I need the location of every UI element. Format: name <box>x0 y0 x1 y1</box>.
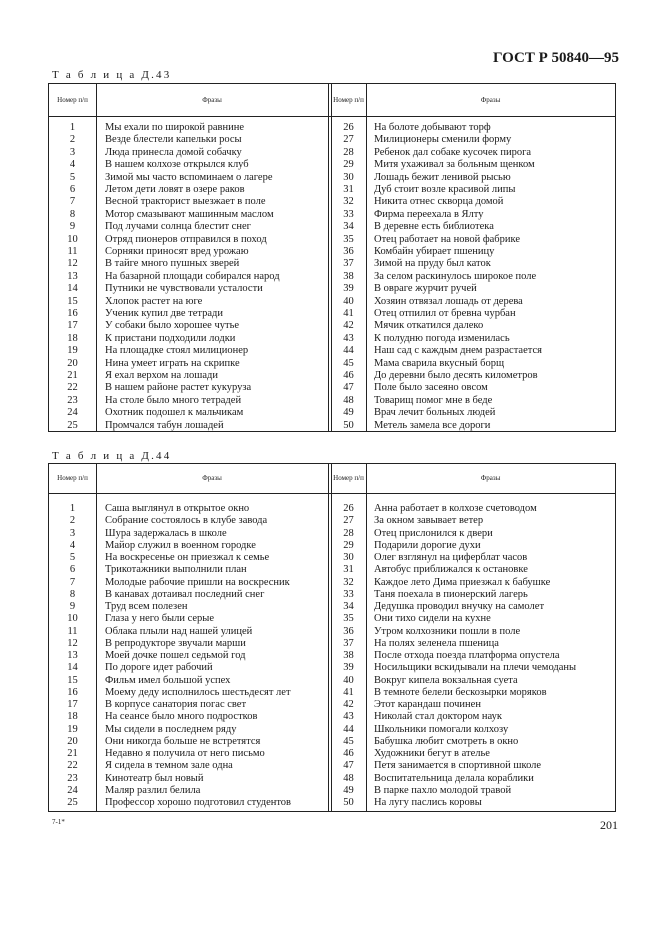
row-number: 28 <box>343 146 354 158</box>
row-number: 21 <box>67 370 78 381</box>
row-phrase: Бабушка любит смотреть в окно <box>374 735 519 747</box>
row-number: 26 <box>343 122 354 133</box>
row-phrase: Нина умеет играть на скрипке <box>105 357 240 369</box>
row-number: 18 <box>67 711 78 723</box>
row-phrase: В нашем районе растет кукуруза <box>105 382 252 394</box>
row-phrase: Отец работает на новой фабрике <box>374 233 521 245</box>
row-phrase: Кинотеатр был новый <box>105 772 204 784</box>
row-phrase: Трикотажники выполнили план <box>105 564 247 576</box>
row-number: 36 <box>343 625 354 637</box>
row-phrase: Комбайн убирает пшеницу <box>374 246 495 257</box>
row-phrase: Я сидела в темном зале одна <box>105 760 233 772</box>
row-number: 8 <box>69 588 76 600</box>
row-phrase: К пристани подходили лодки <box>105 332 236 344</box>
row-number: 39 <box>343 283 354 295</box>
header-number: Номер п/п <box>57 95 88 104</box>
row-number: 3 <box>69 146 76 158</box>
row-phrase: Хлопок растет на юге <box>105 295 203 307</box>
row-number: 36 <box>343 246 354 257</box>
row-number: 28 <box>343 527 354 539</box>
row-number: 1 <box>69 503 76 514</box>
header-phrases: Фразы <box>202 474 222 482</box>
row-number: 13 <box>67 650 78 661</box>
row-phrase: Мы ехали по широкой равнине <box>105 122 245 133</box>
row-number: 24 <box>67 784 78 796</box>
row-phrase: Ученик купил две тетради <box>105 308 224 319</box>
row-number: 47 <box>343 760 354 772</box>
row-phrase: По дороге идет рабочий <box>105 662 213 674</box>
row-phrase: Труд всем полезен <box>105 601 188 612</box>
row-phrase: Подарили дорогие духи <box>374 539 481 551</box>
row-phrase: Они никогда больше не встретятся <box>105 735 261 747</box>
column-divider <box>328 84 329 431</box>
row-number: 33 <box>343 208 354 220</box>
row-phrase: В корпусе санатория погас свет <box>105 699 247 710</box>
row-number: 37 <box>343 637 354 649</box>
table-caption-d44: Т а б л и ц а Д.44 <box>52 450 172 462</box>
row-phrase: Недавно я получила от него письмо <box>105 748 265 759</box>
row-phrase: В канавах дотаивал последний снег <box>105 588 265 600</box>
row-phrase: В репродукторе звучали марши <box>105 637 246 649</box>
row-phrase: За окном завывает ветер <box>374 515 484 527</box>
row-number: 18 <box>67 332 78 344</box>
row-phrase: Художники бегут в ателье <box>374 748 490 759</box>
row-number: 38 <box>343 270 354 282</box>
row-phrase: Таня поехала в пионерский лагерь <box>374 588 528 600</box>
column-divider <box>366 464 367 811</box>
row-number: 27 <box>343 515 354 527</box>
row-number: 27 <box>343 134 354 146</box>
row-phrase: На полях зеленела пшеница <box>374 637 499 649</box>
header-number: Номер п/п <box>57 474 88 482</box>
row-number: 17 <box>67 699 78 710</box>
row-number: 40 <box>343 674 354 686</box>
row-phrase: К полудню погода изменилась <box>374 332 510 344</box>
row-phrase: Утром колхозники пошли в поле <box>374 625 521 637</box>
row-number: 4 <box>69 539 76 551</box>
row-number: 7 <box>69 576 76 588</box>
row-number: 17 <box>67 320 78 332</box>
header-phrases: Фразы <box>480 474 501 482</box>
page-number: 201 <box>600 818 618 832</box>
row-phrase: Фирма переехала в Ялту <box>374 208 484 220</box>
row-number: 30 <box>343 552 354 563</box>
row-number: 6 <box>69 184 76 195</box>
row-phrase: Дедушка проводил внучку на самолет <box>374 601 545 612</box>
row-number: 43 <box>343 711 354 723</box>
row-phrase: Путники не чувствовали усталости <box>105 283 263 295</box>
row-phrase: Люда принесла домой собачку <box>105 146 242 158</box>
row-number: 44 <box>343 723 354 735</box>
row-phrase: Летом дети ловят в озере раков <box>105 184 245 195</box>
row-phrase: На площадке стоял милиционер <box>105 345 249 357</box>
row-phrase: Никита отнес скворца домой <box>374 196 504 208</box>
row-phrase: Собрание состоялось в клубе завода <box>105 515 268 527</box>
row-number: 11 <box>67 246 78 257</box>
row-phrase: На лугу паслись коровы <box>374 797 482 808</box>
row-phrase: Мячик откатился далеко <box>374 320 484 332</box>
document-code: ГОСТ Р 50840—95 <box>493 50 620 66</box>
row-phrase: На базарной площади собирался народ <box>105 270 280 282</box>
table-header <box>49 84 615 117</box>
row-number: 32 <box>343 576 354 588</box>
row-number: 29 <box>343 159 354 171</box>
row-phrase: Метель замела все дороги <box>374 419 491 431</box>
row-phrase: Охотник подошел к мальчикам <box>105 407 244 419</box>
row-phrase: Ребенок дал собаке кусочек пирога <box>374 146 532 158</box>
row-phrase: Сорняки приносят вред урожаю <box>105 246 249 257</box>
row-number: 39 <box>343 662 354 674</box>
row-phrase: Саша выглянул в открытое окно <box>105 503 250 514</box>
row-number: 11 <box>67 625 78 637</box>
row-phrase: Хозяин отвязал лошадь от дерева <box>374 295 523 307</box>
row-number: 23 <box>67 394 78 406</box>
row-phrase: Воспитательница делала кораблики <box>374 772 534 784</box>
row-phrase: Товарищ помог мне в беде <box>374 394 493 406</box>
row-phrase: На воскресенье он приезжал к семье <box>105 552 270 563</box>
row-phrase: В тайге много пушных зверей <box>105 258 240 270</box>
row-phrase: Врач лечит больных людей <box>374 407 496 419</box>
row-phrase: Зимой на пруду был каток <box>374 258 491 270</box>
row-number: 35 <box>343 233 354 245</box>
row-number: 45 <box>343 357 354 369</box>
header-number: Номер п/п <box>333 474 364 482</box>
row-phrase: Моей дочке пошел седьмой год <box>105 650 246 661</box>
column-divider <box>96 464 97 811</box>
row-number: 14 <box>67 662 78 674</box>
row-phrase: Они тихо сидели на кухне <box>374 613 491 625</box>
row-number: 15 <box>67 295 78 307</box>
row-phrase: Я ехал верхом на лошади <box>105 370 218 381</box>
row-phrase: Мотор смазывают машинным маслом <box>105 208 274 220</box>
row-number: 3 <box>69 527 76 539</box>
row-phrase: Шура задержалась в школе <box>105 527 227 539</box>
row-number: 48 <box>343 394 354 406</box>
row-phrase: Этот карандаш починен <box>374 699 481 710</box>
row-number: 22 <box>67 760 78 772</box>
row-phrase: Дуб стоит возле красивой липы <box>374 184 516 195</box>
row-phrase: Отец прислонился к двери <box>374 527 493 539</box>
row-phrase: В парке пахло молодой травой <box>374 784 512 796</box>
row-phrase: Автобус приближался к остановке <box>374 564 528 576</box>
row-number: 29 <box>343 539 354 551</box>
row-phrase: Промчался табун лошадей <box>105 419 224 431</box>
row-number: 23 <box>67 772 78 784</box>
footer-mark: 7-1* <box>52 818 65 826</box>
row-number: 20 <box>67 735 78 747</box>
row-number: 7 <box>69 196 76 208</box>
row-phrase: Глаза у него были серые <box>105 613 214 625</box>
row-phrase: За селом раскинулось широкое поле <box>374 270 537 282</box>
row-phrase: В темноте белели бескозырки моряков <box>374 686 547 698</box>
row-number: 41 <box>343 686 354 698</box>
row-number: 49 <box>343 407 354 419</box>
row-number: 25 <box>67 419 78 431</box>
row-phrase: Школьники помогали колхозу <box>374 723 509 735</box>
row-number: 19 <box>67 345 78 357</box>
row-number: 9 <box>69 601 76 612</box>
row-number: 5 <box>69 171 76 183</box>
row-number: 6 <box>69 564 76 576</box>
row-phrase: Моему деду исполнилось шестьдесят лет <box>105 686 291 698</box>
column-divider <box>328 464 329 811</box>
row-phrase: На болоте добывают торф <box>374 122 491 133</box>
row-phrase: Облака плыли над нашей улицей <box>105 625 253 637</box>
row-number: 2 <box>69 134 76 146</box>
row-phrase: Зимой мы часто вспоминаем о лагере <box>105 171 273 183</box>
row-phrase: Лошадь бежит ленивой рысью <box>374 171 511 183</box>
row-number: 12 <box>67 637 78 649</box>
row-phrase: Фильм имел большой успех <box>105 674 231 686</box>
row-phrase: В овраге журчит ручей <box>374 283 477 295</box>
row-number: 24 <box>67 407 78 419</box>
header-number: Номер п/п <box>333 95 364 104</box>
row-number: 41 <box>343 308 354 319</box>
row-number: 42 <box>343 320 354 332</box>
row-phrase: Профессор хорошо подготовил студентов <box>105 797 292 808</box>
row-phrase: После отхода поезда платформа опустела <box>374 650 560 661</box>
row-phrase: До деревни было десять километров <box>374 370 538 381</box>
column-divider <box>366 84 367 431</box>
row-phrase: Отец отпилил от бревна чурбан <box>374 308 516 319</box>
row-phrase: Отряд пионеров отправился в поход <box>105 233 267 245</box>
row-number: 19 <box>67 723 78 735</box>
row-phrase: Мы сидели в последнем ряду <box>105 723 237 735</box>
row-number: 49 <box>343 784 354 796</box>
row-number: 5 <box>69 552 76 563</box>
row-number: 34 <box>343 221 354 233</box>
row-number: 35 <box>343 613 354 625</box>
row-phrase: Николай стал доктором наук <box>374 711 502 723</box>
row-number: 12 <box>67 258 78 270</box>
table-d43 <box>48 83 616 432</box>
row-number: 2 <box>69 515 76 527</box>
table-d44 <box>48 463 616 812</box>
table-header <box>49 464 615 494</box>
table-caption-d43: Т а б л и ц а Д.43 <box>52 69 172 81</box>
row-number: 40 <box>343 295 354 307</box>
row-number: 46 <box>343 370 354 381</box>
row-phrase: Наш сад с каждым днем разрастается <box>374 345 542 357</box>
row-number: 50 <box>343 797 354 808</box>
row-number: 45 <box>343 735 354 747</box>
row-number: 10 <box>67 613 78 625</box>
row-number: 13 <box>67 270 78 282</box>
row-phrase: На сеансе было много подростков <box>105 711 258 723</box>
row-number: 48 <box>343 772 354 784</box>
row-number: 14 <box>67 283 78 295</box>
row-number: 32 <box>343 196 354 208</box>
header-phrases: Фразы <box>480 95 501 104</box>
row-phrase: Молодые рабочие пришли на воскресник <box>105 576 290 588</box>
row-number: 37 <box>343 258 354 270</box>
row-number: 31 <box>343 564 354 576</box>
row-phrase: Мама сварила вкусный борщ <box>374 357 505 369</box>
row-number: 30 <box>343 171 354 183</box>
row-phrase: Олег взглянул на циферблат часов <box>374 552 528 563</box>
row-phrase: Каждое лето Дима приезжал к бабушке <box>374 576 551 588</box>
row-phrase: Вокруг кипела вокзальная суета <box>374 674 518 686</box>
row-number: 33 <box>343 588 354 600</box>
row-phrase: Поле было засеяно овсом <box>374 382 488 394</box>
row-number: 31 <box>343 184 354 195</box>
row-phrase: В деревне есть библиотека <box>374 221 494 233</box>
row-phrase: На столе было много тетрадей <box>105 394 242 406</box>
row-number: 16 <box>67 686 78 698</box>
row-number: 47 <box>343 382 354 394</box>
row-number: 46 <box>343 748 354 759</box>
row-number: 34 <box>343 601 354 612</box>
row-phrase: Весной тракторист выезжает в поле <box>105 196 266 208</box>
row-number: 38 <box>343 650 354 661</box>
row-phrase: У собаки было хорошее чутье <box>105 320 240 332</box>
header-phrases: Фразы <box>202 95 222 104</box>
row-number: 9 <box>69 221 76 233</box>
row-number: 10 <box>67 233 78 245</box>
row-number: 16 <box>67 308 78 319</box>
row-number: 44 <box>343 345 354 357</box>
row-number: 22 <box>67 382 78 394</box>
row-phrase: Везде блестели капельки росы <box>105 134 242 146</box>
row-number: 25 <box>67 797 78 808</box>
row-number: 26 <box>343 503 354 514</box>
row-phrase: Под лучами солнца блестит снег <box>105 221 251 233</box>
row-number: 50 <box>343 419 354 431</box>
row-phrase: Маляр разлил белила <box>105 784 201 796</box>
row-number: 1 <box>69 122 76 133</box>
row-number: 42 <box>343 699 354 710</box>
row-phrase: Милиционеры сменили форму <box>374 134 512 146</box>
row-phrase: Митя ухаживал за больным щенком <box>374 159 535 171</box>
column-divider <box>96 84 97 431</box>
row-number: 43 <box>343 332 354 344</box>
row-phrase: Носильщики вскидывали на плечи чемоданы <box>374 662 577 674</box>
row-phrase: В нашем колхозе открылся клуб <box>105 159 249 171</box>
row-number: 4 <box>69 159 76 171</box>
row-phrase: Петя занимается в спортивной школе <box>374 760 542 772</box>
row-phrase: Анна работает в колхозе счетоводом <box>374 503 537 514</box>
row-number: 15 <box>67 674 78 686</box>
row-number: 20 <box>67 357 78 369</box>
row-phrase: Майор служил в военном городке <box>105 539 256 551</box>
row-number: 8 <box>69 208 76 220</box>
row-number: 21 <box>67 748 78 759</box>
